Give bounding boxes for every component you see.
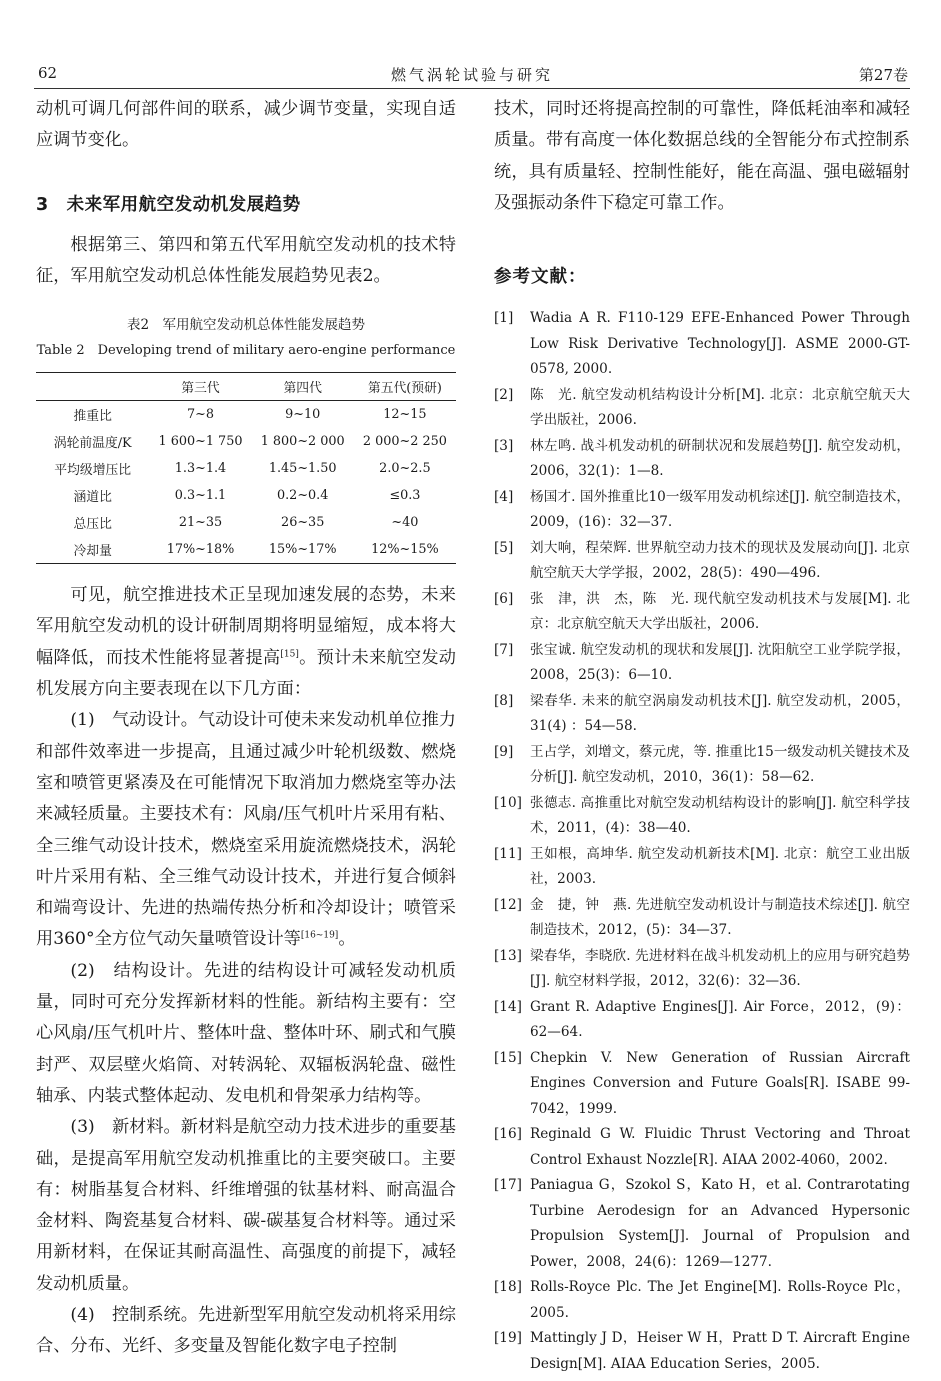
reference-item [494,1275,910,1326]
paragraph-2-tail: 。预计未来航空发动机发展方向主要表现在以下几方面： [36,647,456,700]
reference-text: Reginald G W. Fluidic Thrust Vectoring and Throat Control Exhaust Nozzle[R]. AIAA 2002-4060，2002. [530,1126,910,1168]
reference-item [494,1173,910,1275]
right-column [494,94,910,1377]
reference-number: [16] [494,1126,522,1143]
reference-text: Wadia A R. F110-129 EFE-Enhanced Power Through Low Risk Derivative Technology[J]. ASME 2000-GT-0578, 2000. [530,310,910,378]
table-cell: 1.45~1.50 [268,461,337,477]
reference-item [494,740,910,791]
paragraph-aero-design-text: (1) 气动设计。气动设计可使未来发动机单位推力和部件效率进一步提高，且通过减少叶轮机级数、燃烧室和喷管更紧凑及在可能情况下取消加力燃烧室等办法来减轻质量。主要技术有：风扇/压气机叶片采用有粘、全三维气动设计技术，燃烧室采用旋流燃烧技术，涡轮叶片采用有粘、全三维气动设计技术，并进行复合倾斜和端弯设计、先进的热端传热分析和冷却设计；喷管采用360°全方位气动矢量喷管设计等 [36,710,456,950]
reference-item [494,383,910,434]
reference-number: [9] [494,743,514,760]
reference-item [494,638,910,689]
reference-text: 张 津，洪 杰，陈 光. 现代航空发动机技术与发展[M]. 北京：北京航空航天大学出版社，2006. [530,590,910,633]
reference-number: [10] [494,794,522,811]
table-caption-en: Table 2 Developing trend of military aero-engine performance [36,343,456,359]
table-cell: 涡轮前温度/K [53,436,132,452]
table-cell: 1 600~1 750 [158,434,243,450]
paragraph-1: 根据第三、第四和第五代军用航空发动机的技术特征，军用航空发动机总体性能发展趋势见表2。 [36,234,456,286]
references-list [494,306,910,1377]
volume-label: 第27卷 [858,66,908,84]
reference-text: Chepkin V. New Generation of Russian Aircraft Engines Conversion and Future Goals[R]. ISABE 99-7042，1999. [530,1049,910,1117]
reference-text: 梁春华，李晓欣. 先进材料在战斗机发动机上的应用与研究趋势[J]. 航空材料学报，2012，32(6)：32—36. [530,947,910,990]
reference-number: [7] [494,641,514,658]
references-title: 参考文献： [494,267,587,288]
performance-table [36,372,456,564]
reference-item [494,536,910,587]
reference-item [494,1122,910,1173]
table-cell: 21~35 [178,515,223,531]
reference-item [494,842,910,893]
page-number: 62 [38,64,58,82]
table-cell: 15%~17% [252,536,354,564]
reference-text: 梁春华. 未来的航空涡扇发动机技术[J]. 航空发动机，2005，31(4) ：54—58. [530,692,910,735]
reference-item [494,689,910,740]
table-cell: 26~35 [281,515,325,531]
left-column [36,94,456,1363]
table-header-cell: 第五代(预研) [354,373,456,401]
reference-number: [11] [494,845,522,862]
table-row [36,536,456,564]
reference-item [494,1046,910,1123]
reference-number: [14] [494,998,522,1015]
reference-number: [12] [494,896,522,913]
reference-number: [3] [494,437,514,454]
table-cell: 2 000~2 250 [362,434,447,450]
paragraph-aero-design [36,705,456,955]
reference-text: 杨国才. 国外推重比10一级军用发动机综述[J]. 航空制造技术，2009，(16)：32—37. [530,488,910,531]
paragraph-aero-design-tail: 。 [338,929,356,950]
paragraph-2-text: 可见，航空推进技术正呈现加速发展的态势，未来军用航空发动机的设计研制周期将明显缩短，成本将大幅降低，而技术性能将显著提高 [36,585,456,668]
right-intro-paragraph: 技术，同时还将提高控制的可靠性，降低耗油率和减轻质量。带有高度一体化数据总线的全智能分布式控制系统，具有质量轻、控制性能好，能在高温、强电磁辐射及强振动条件下稳定可靠工作。 [494,99,910,213]
table-cell: 9~10 [285,407,321,423]
reference-item [494,485,910,536]
reference-number: [19] [494,1330,522,1347]
table-cell: 冷却量 [36,536,149,564]
table-cell: 2.0~2.5 [379,461,431,477]
table-cell: 总压比 [73,517,112,533]
table-cell: 12~15 [383,407,427,423]
citation: [15] [280,649,299,660]
table-row [36,482,456,509]
table-cell: 0.2~0.4 [276,488,329,504]
reference-item [494,995,910,1046]
reference-number: [18] [494,1279,522,1296]
table-header-cell: 第三代 [149,373,251,401]
table-header-row [36,373,456,401]
table-cell: ≤0.3 [389,488,421,504]
table-header-cell [36,373,149,401]
reference-number: [13] [494,947,522,964]
table-cell: 17%~18% [149,536,251,564]
reference-item [494,791,910,842]
reference-number: [15] [494,1049,522,1066]
table-caption-cn: 表2 军用航空发动机总体性能发展趋势 [126,317,366,334]
reference-number: [5] [494,539,514,556]
table-row [36,455,456,482]
reference-number: [4] [494,488,514,505]
reference-number: [17] [494,1177,522,1194]
table-cell: 平均级增压比 [54,463,132,479]
reference-item [494,434,910,485]
left-intro-paragraph: 动机可调几何部件间的联系，减少调节变量，实现自适应调节变化。 [36,99,456,151]
reference-item [494,306,910,383]
reference-text: 王占学，刘增文，蔡元虎，等. 推重比15一级发动机关键技术及分析[J]. 航空发动机，2010，36(1)：58—62. [530,743,910,786]
table-cell: 1.3~1.4 [174,461,227,477]
page-header [34,62,910,89]
reference-number: [8] [494,692,514,709]
reference-text: Grant R. Adaptive Engines[J]. Air Force，2012，(9)：62—64. [530,998,910,1041]
reference-text: 刘大响，程荣辉. 世界航空动力技术的现状及发展动向[J]. 北京航空航天大学学报，2002，28(5)：490—496. [530,539,910,582]
citation: [16~19] [300,930,339,941]
table-header-cell: 第四代 [252,373,354,401]
table-row [36,401,456,429]
reference-text: Mattingly J D，Heiser W H，Pratt D T. Aircraft Engine Design[M]. AIAA Education Series，2005. [530,1330,910,1372]
journal-title: 燃气涡轮试验与研究 [390,66,553,84]
table-cell: ~40 [391,515,419,531]
table-row [36,428,456,455]
reference-text: Rolls-Royce Plc. The Jet Engine[M]. Rolls-Royce Plc，2005. [530,1279,910,1321]
reference-text: 金 捷，钟 燕. 先进航空发动机设计与制造技术综述[J]. 航空制造技术，2012，(5)：34—37. [530,896,910,939]
paragraph-2 [36,580,456,705]
table-cell: 7~8 [186,407,214,423]
reference-text: 陈 光. 航空发动机结构设计分析[M]. 北京：北京航空航天大学出版社，2006. [530,386,910,429]
reference-number: [2] [494,386,514,403]
reference-item [494,944,910,995]
reference-number: [1] [494,310,514,327]
reference-text: 林左鸣. 战斗机发动机的研制状况和发展趋势[J]. 航空发动机，2006，32(1)：1—8. [530,437,910,480]
reference-text: 张宝诚. 航空发动机的现状和发展[J]. 沈阳航空工业学院学报，2008，25(3)：6—10. [530,641,910,684]
reference-text: Paniagua G，Szokol S，Kato H，et al. Contrarotating Turbine Aerodesign for an Advanced Hypersonic Propulsion System[J]. Journal of Propulsion and Power，2008，24(6)：1269—1277. [530,1177,910,1270]
paragraph-structure-design: (2) 结构设计。先进的结构设计可减轻发动机质量，同时可充分发挥新材料的性能。新结构主要有：空心风扇/压气机叶片、整体叶盘、整体叶环、刷式和气膜封严、双层壁火焰筒、对转涡轮、双辐板涡轮盘、磁性轴承、内装式整体起动、发电机和骨架承力结构等。 [36,960,456,1106]
table-cell: 涵道比 [73,490,112,506]
table-row [36,509,456,536]
reference-number: [6] [494,590,514,607]
paragraph-control-system: (4) 控制系统。先进新型军用航空发动机将采用综合、分布、光纤、多变量及智能化数字电子控制 [36,1305,456,1357]
reference-item [494,1326,910,1377]
section-title: 3 未来军用航空发动机发展趋势 [36,194,301,215]
reference-item [494,587,910,638]
table-cell: 0.3~1.1 [174,488,227,504]
paragraph-new-materials: (3) 新材料。新材料是航空动力技术进步的重要基础，是提高军用航空发动机推重比的主要突破口。主要有：树脂基复合材料、纤维增强的钛基材料、耐高温合金材料、陶瓷基复合材料、碳-碳基复合材料等。通过采用新材料，在保证其耐高温性、高强度的前提下，减轻发动机质量。 [36,1117,456,1294]
reference-item [494,893,910,944]
reference-text: 王如根，高坤华. 航空发动机新技术[M]. 北京：航空工业出版社，2003. [530,845,910,888]
table-cell: 推重比 [73,409,112,425]
table-cell: 1 800~2 000 [260,434,345,450]
reference-text: 张德志. 高推重比对航空发动机结构设计的影响[J]. 航空科学技术，2011，(4)：38—40. [530,794,910,837]
table-cell: 12%~15% [354,536,456,564]
